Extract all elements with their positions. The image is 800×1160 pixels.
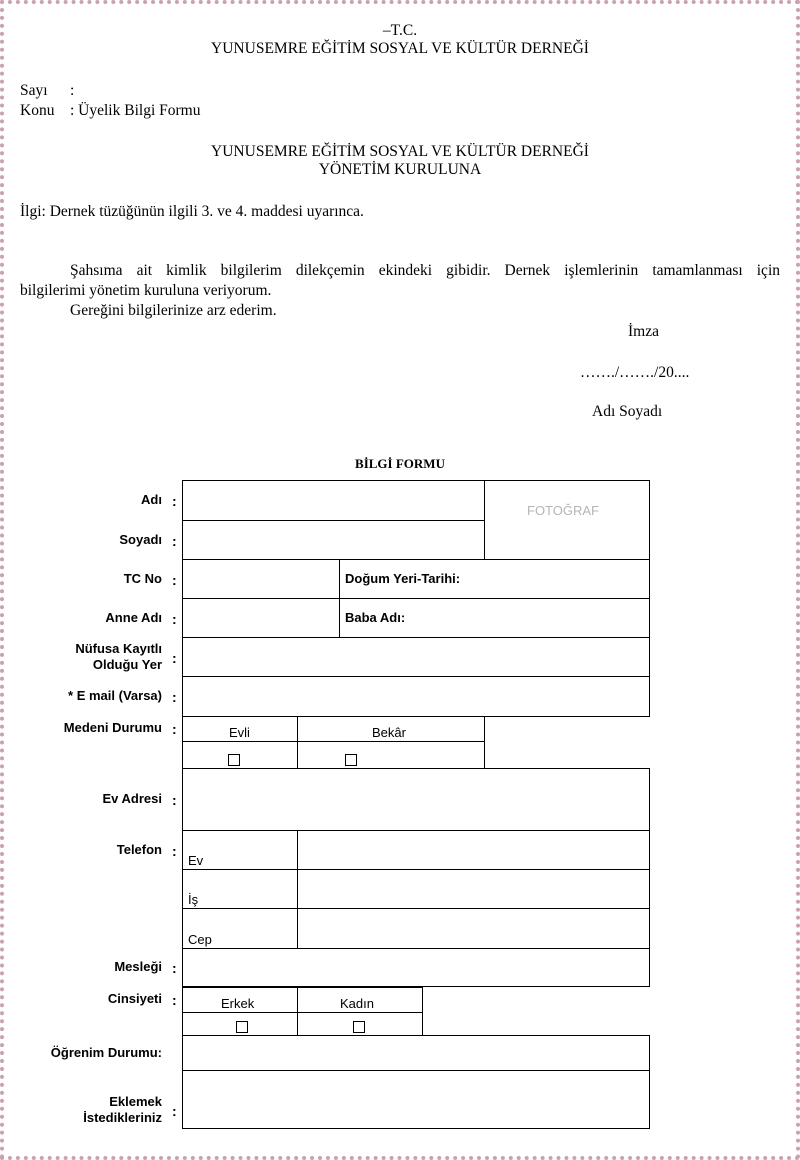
telefon-ev-label: Ev xyxy=(188,853,204,868)
label-soyadi: Soyadı xyxy=(119,532,162,547)
telefon-is-label: İş xyxy=(188,892,199,907)
evli-label: Evli xyxy=(229,725,250,740)
bekar-checkbox[interactable] xyxy=(345,754,357,766)
label-nufus-line2: Olduğu Yer xyxy=(92,657,162,672)
ev-adresi-field[interactable] xyxy=(182,768,650,831)
photo-placeholder: FOTOĞRAF xyxy=(527,503,599,518)
colon: : xyxy=(172,1103,177,1119)
colon: : xyxy=(172,533,177,549)
colon: : xyxy=(172,572,177,588)
colon: : xyxy=(172,611,177,627)
telefon-ev-field[interactable] xyxy=(298,831,649,869)
colon: : xyxy=(172,689,177,705)
label-ogrenim-durumu: Öğrenim Durumu: xyxy=(50,1045,162,1060)
colon: : xyxy=(172,721,177,737)
nufus-kayitli-yer-field[interactable] xyxy=(182,637,650,677)
header-org: YUNUSEMRE EĞİTİM SOSYAL VE KÜLTÜR DERNEĞİ xyxy=(211,40,589,57)
grid-line xyxy=(182,741,183,769)
ogrenim-durumu-field[interactable] xyxy=(182,1035,650,1071)
dogum-yeri-tarihi-label: Doğum Yeri-Tarihi: xyxy=(345,571,461,586)
photo-box xyxy=(484,480,650,560)
label-email: * E mail (Varsa) xyxy=(68,688,162,703)
colon: : xyxy=(172,650,177,666)
grid-line xyxy=(297,741,298,769)
label-anne-adi: Anne Adı xyxy=(105,610,162,625)
colon: : xyxy=(172,792,177,808)
kadin-label: Kadın xyxy=(340,996,374,1011)
recipient-line1: YUNUSEMRE EĞİTİM SOSYAL VE KÜLTÜR DERNEĞİ xyxy=(211,143,589,160)
konu-value: : Üyelik Bilgi Formu xyxy=(70,102,201,119)
recipient-line2: YÖNETİM KURULUNA xyxy=(318,161,482,178)
label-meslegi: Mesleği xyxy=(114,959,162,974)
colon: : xyxy=(172,843,177,859)
label-cinsiyeti: Cinsiyeti xyxy=(107,991,162,1006)
label-nufus-line1: Nüfusa Kayıtlı xyxy=(75,641,162,656)
meslegi-field[interactable] xyxy=(182,948,650,987)
signature-name: Adı Soyadı xyxy=(592,403,663,420)
body-paragraph2: Gereğini bilgilerinize arz ederim. xyxy=(70,302,277,319)
colon: : xyxy=(172,960,177,976)
bekar-label: Bekâr xyxy=(372,725,406,740)
label-eklemek-line1: Eklemek xyxy=(109,1094,162,1109)
label-ev-adresi: Ev Adresi xyxy=(102,791,162,806)
kadin-checkbox[interactable] xyxy=(353,1021,365,1033)
konu-label: Konu xyxy=(20,102,55,119)
label-adi: Adı xyxy=(141,492,162,507)
form-title: BİLGİ FORMU xyxy=(355,456,445,471)
adi-field[interactable] xyxy=(182,480,485,521)
label-tc-no: TC No xyxy=(123,571,162,586)
telefon-is-field[interactable] xyxy=(298,870,649,908)
anne-adi-field[interactable] xyxy=(182,598,340,638)
tc-no-field[interactable] xyxy=(182,559,340,599)
signature-imza: İmza xyxy=(628,323,659,340)
evli-checkbox[interactable] xyxy=(228,754,240,766)
header-tc: –T.C. xyxy=(382,22,418,39)
sayi-label: Sayı xyxy=(20,82,48,99)
label-medeni-durumu: Medeni Durumu xyxy=(63,720,162,735)
label-eklemek-line2: İstedikleriniz xyxy=(83,1110,162,1125)
erkek-checkbox[interactable] xyxy=(236,1021,248,1033)
ilgi-text: İlgi: Dernek tüzüğünün ilgili 3. ve 4. maddesi uyarınca. xyxy=(20,203,364,220)
label-telefon: Telefon xyxy=(116,842,162,857)
soyadi-field[interactable] xyxy=(182,520,485,560)
eklemek-istedikleriniz-field[interactable] xyxy=(182,1070,650,1129)
colon: : xyxy=(172,992,177,1008)
telefon-cep-label: Cep xyxy=(188,932,212,947)
email-field[interactable] xyxy=(182,676,650,717)
colon: : xyxy=(172,493,177,509)
body-paragraph-line1: Şahsıma ait kimlik bilgilerim dilekçemin ekindeki gibidir. Dernek işlemlerinin tamamlanması için xyxy=(70,262,780,279)
telefon-cep-field[interactable] xyxy=(298,909,649,948)
signature-date: ……./……./20.... xyxy=(580,364,690,381)
grid-line xyxy=(484,741,485,769)
body-paragraph-line2: bilgilerimi yönetim kuruluna veriyorum. xyxy=(20,282,272,299)
sayi-value: : xyxy=(70,82,75,99)
baba-adi-label: Baba Adı: xyxy=(345,610,406,625)
erkek-label: Erkek xyxy=(221,996,255,1011)
